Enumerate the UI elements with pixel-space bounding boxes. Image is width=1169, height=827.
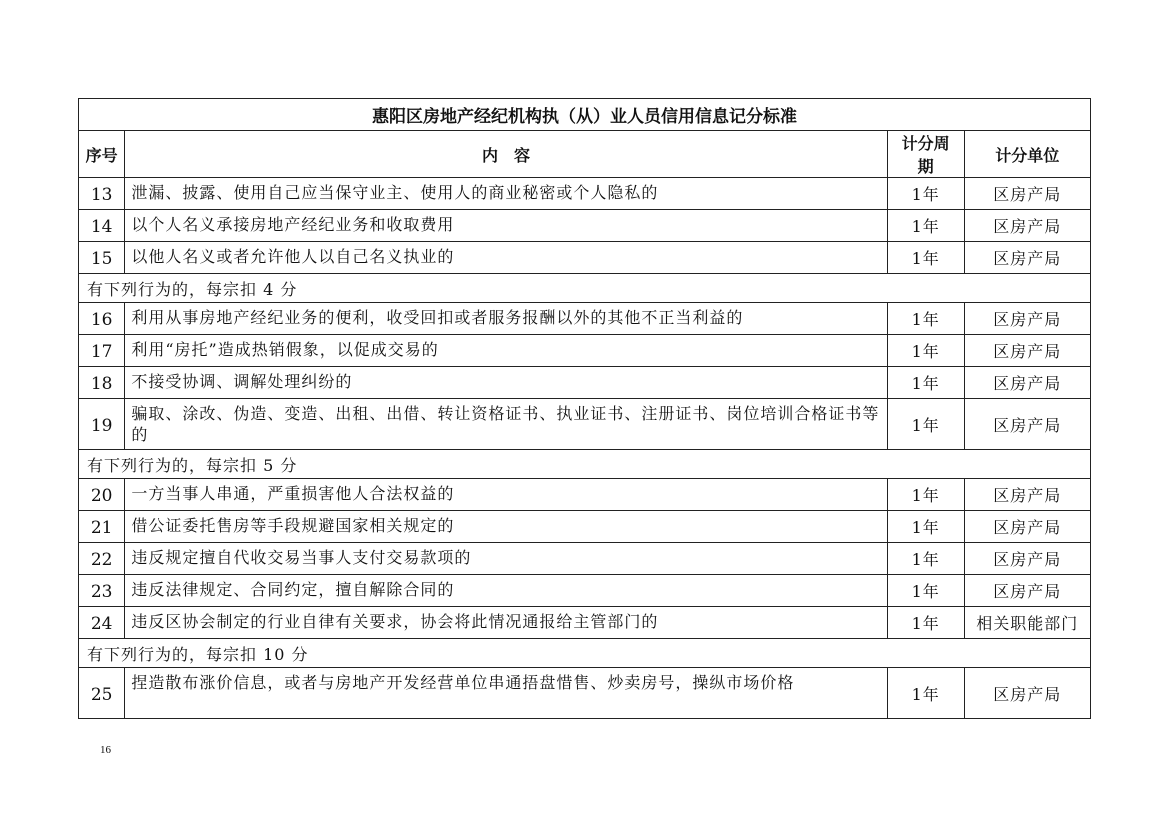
row-content: 泄漏、披露、使用自己应当保守业主、使用人的商业秘密或个人隐私的: [125, 178, 887, 210]
row-period: 1年: [887, 607, 964, 639]
table-row: [79, 303, 1091, 335]
row-number: 24: [79, 607, 125, 639]
row-period: 1年: [887, 399, 964, 450]
row-content: 违反区协会制定的行业自律有关要求，协会将此情况通报给主管部门的: [125, 607, 887, 639]
header-no: 序号: [79, 131, 125, 178]
header-unit: 计分单位: [964, 131, 1090, 178]
row-content: 借公证委托售房等手段规避国家相关规定的: [125, 511, 887, 543]
row-content: 一方当事人串通，严重损害他人合法权益的: [125, 479, 887, 511]
row-period: 1年: [887, 575, 964, 607]
header-content: 内 容: [125, 131, 887, 178]
table-row: [79, 511, 1091, 543]
row-period: 1年: [887, 543, 964, 575]
table-row: [79, 242, 1091, 274]
table-row: [79, 210, 1091, 242]
row-period: 1年: [887, 210, 964, 242]
row-number: 16: [79, 303, 125, 335]
row-number: 23: [79, 575, 125, 607]
row-unit: 区房产局: [964, 178, 1090, 210]
score-standard-table: [78, 98, 1091, 719]
row-period: 1年: [887, 303, 964, 335]
row-content: 利用“房托”造成热销假象，以促成交易的: [125, 335, 887, 367]
row-unit: 区房产局: [964, 399, 1090, 450]
row-number: 18: [79, 367, 125, 399]
row-content: 以他人名义或者允许他人以自己名义执业的: [125, 242, 887, 274]
section-label: 有下列行为的，每宗扣 4 分: [79, 274, 1091, 303]
row-unit: 区房产局: [964, 303, 1090, 335]
row-unit: 区房产局: [964, 668, 1090, 719]
header-period: 计分周期: [887, 131, 964, 178]
row-unit: 区房产局: [964, 335, 1090, 367]
row-number: 21: [79, 511, 125, 543]
row-unit: 区房产局: [964, 210, 1090, 242]
row-number: 15: [79, 242, 125, 274]
section-label: 有下列行为的，每宗扣 10 分: [79, 639, 1091, 668]
row-period: 1年: [887, 511, 964, 543]
row-unit: 区房产局: [964, 479, 1090, 511]
row-unit: 区房产局: [964, 575, 1090, 607]
row-content: 不接受协调、调解处理纠纷的: [125, 367, 887, 399]
row-period: 1年: [887, 178, 964, 210]
table-row: [79, 178, 1091, 210]
section-row: [79, 450, 1091, 479]
row-period: 1年: [887, 242, 964, 274]
row-period: 1年: [887, 367, 964, 399]
row-number: 19: [79, 399, 125, 450]
row-number: 13: [79, 178, 125, 210]
row-content: 骗取、涂改、伪造、变造、出租、出借、转让资格证书、执业证书、注册证书、岗位培训合格证书等的: [125, 399, 887, 450]
table-row: [79, 575, 1091, 607]
row-unit: 区房产局: [964, 242, 1090, 274]
row-period: 1年: [887, 668, 964, 719]
table-row: [79, 543, 1091, 575]
table-row: [79, 399, 1091, 450]
section-row: [79, 274, 1091, 303]
row-number: 20: [79, 479, 125, 511]
section-row: [79, 639, 1091, 668]
row-unit: 区房产局: [964, 367, 1090, 399]
table-row: [79, 668, 1091, 719]
table-row: [79, 335, 1091, 367]
row-period: 1年: [887, 335, 964, 367]
row-number: 17: [79, 335, 125, 367]
table-row: [79, 479, 1091, 511]
section-label: 有下列行为的，每宗扣 5 分: [79, 450, 1091, 479]
table-row: [79, 367, 1091, 399]
row-content: 违反规定擅自代收交易当事人支付交易款项的: [125, 543, 887, 575]
table-title: 惠阳区房地产经纪机构执（从）业人员信用信息记分标准: [79, 99, 1091, 131]
row-unit: 区房产局: [964, 511, 1090, 543]
row-content: 以个人名义承接房地产经纪业务和收取费用: [125, 210, 887, 242]
row-number: 25: [79, 668, 125, 719]
row-period: 1年: [887, 479, 964, 511]
page-number: 16: [100, 744, 111, 756]
row-number: 14: [79, 210, 125, 242]
table-header-row: [79, 131, 1091, 178]
row-unit: 相关职能部门: [964, 607, 1090, 639]
row-unit: 区房产局: [964, 543, 1090, 575]
table-body: [79, 178, 1091, 719]
row-content: 利用从事房地产经纪业务的便利，收受回扣或者服务报酬以外的其他不正当利益的: [125, 303, 887, 335]
table-row: [79, 607, 1091, 639]
row-number: 22: [79, 543, 125, 575]
row-content: 捏造散布涨价信息，或者与房地产开发经营单位串通捂盘惜售、炒卖房号，操纵市场价格: [125, 668, 887, 719]
row-content: 违反法律规定、合同约定，擅自解除合同的: [125, 575, 887, 607]
